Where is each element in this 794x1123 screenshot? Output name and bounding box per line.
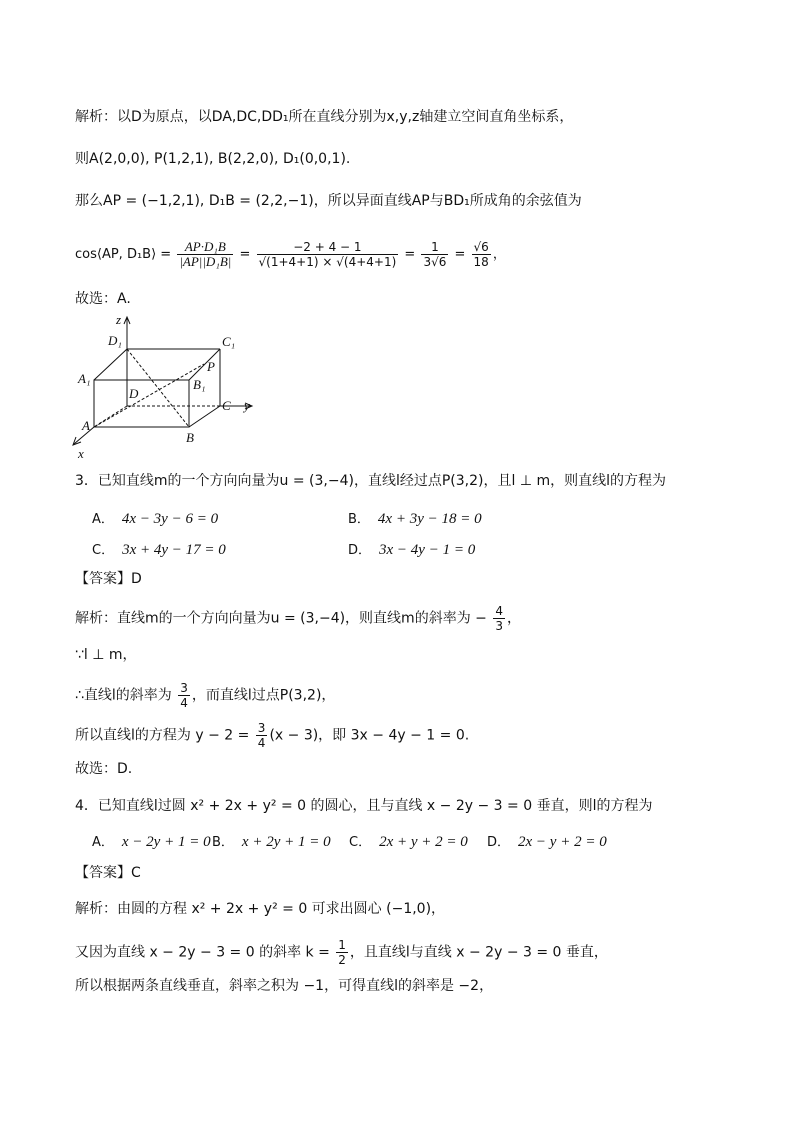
q3-choose: 故选：D. — [75, 761, 133, 777]
label-x: x — [78, 446, 84, 461]
q4-option-d: D． 2x − y + 2 = 0 — [487, 834, 607, 850]
q3-option-d: D． 3x − 4y − 1 = 0 — [348, 542, 476, 558]
q4-option-c: C． 2x + y + 2 = 0 — [349, 834, 468, 850]
q3-stem: 3．已知直线m的一个方向向量为u = (3,−4)，直线l经过点P(3,2)，且l ⊥ m，则直线l的方程为 — [75, 473, 666, 489]
q3-option-c: C． 3x + 4y − 17 = 0 — [92, 542, 226, 558]
label-C1: C₁ — [222, 334, 236, 349]
cos-frac-3: $\frac{1}{3√6}$ — [423, 240, 447, 269]
q4-option-a: A． x − 2y + 1 = 0 — [92, 834, 211, 850]
q4-exp2: 又因为直线 x − 2y − 3 = 0 的斜率 k = $\frac{1}{2}$ ，且直线l与直线 x − 2y − 3 = 0 垂直， — [75, 938, 608, 967]
cuboid-figure — [66, 312, 266, 462]
edge-A1D1 — [94, 349, 127, 380]
cos-frac-2: $\frac{-2 + 4 - 1}{√(1+4+1) \times √(4+4+1)}$ — [258, 240, 397, 269]
face-front — [94, 380, 189, 427]
q3-option-b: B． 4x + 3y − 18 = 0 — [348, 511, 482, 527]
label-A1: A₁ — [78, 371, 91, 386]
sol2-choose: 故选：A. — [75, 291, 131, 307]
edge-C1B1 — [189, 349, 220, 380]
q4-exp1: 解析：由圆的方程 x² + 2x + y² = 0 可求出圆心 (−1,0)， — [75, 901, 446, 917]
q3-exp4: 所以直线l的方程为 y − 2 = $\frac{3}{4}$ (x − 3)，即 3x − 4y − 1 = 0. — [75, 721, 470, 750]
sol2-line1: 解析：以D为原点，以DA,DC,DD₁所在直线分别为x,y,z轴建立空间直角坐标系， — [75, 109, 574, 125]
label-D1: D₁ — [108, 333, 122, 348]
q3-exp3: ∴直线l的斜率为 $\frac{3}{4}$ ，而直线l过点P(3,2)， — [75, 681, 336, 710]
label-P: P — [207, 359, 215, 374]
cosine-formula: cos⟨AP, D₁B⟩ = $\frac{\text{AP·D₁B}}{\text{|AP||D₁B|}}$ = $\frac{-2 + 4 - 1}{√(1+4+1) \times √(4+4+1)}$ = $\frac{1}{3√6}$ = $\frac{√6}{18}$ ， — [75, 239, 506, 269]
q4-option-b: B． x + 2y + 1 = 0 — [212, 834, 331, 850]
cos-frac-1: $\frac{\text{AP·D₁B}}{\text{|AP||D₁B|}}$ — [179, 239, 232, 269]
label-A: A — [82, 418, 90, 433]
q4-answer: 【答案】C — [75, 865, 141, 881]
q3-exp2: ∵l ⊥ m， — [75, 647, 137, 663]
label-D: D — [129, 386, 139, 401]
cos-frac-4: $\frac{√6}{18}$ — [473, 240, 489, 269]
cos-lhs: cos⟨AP, D₁B⟩ = — [75, 247, 172, 262]
label-B1: B₁ — [193, 377, 206, 392]
q4-stem: 4．已知直线l过圆 x² + 2x + y² = 0 的圆心，且与直线 x − 2y − 3 = 0 垂直，则l的方程为 — [75, 798, 653, 814]
label-C: C — [222, 398, 231, 413]
label-z: z — [116, 312, 122, 327]
q4-exp3: 所以根据两条直线垂直，斜率之积为 −1，可得直线l的斜率是 −2， — [75, 978, 494, 994]
q3-option-a: A． 4x − 3y − 6 = 0 — [92, 511, 219, 527]
q3-exp1: 解析：直线m的一个方向向量为u = (3,−4)，则直线m的斜率为 − $\frac{4}{3}$ ， — [75, 604, 521, 633]
sol2-line2: 则A(2,0,0), P(1,2,1), B(2,2,0), D₁(0,0,1). — [75, 151, 351, 167]
label-B: B — [186, 430, 194, 445]
edge-CB — [189, 406, 220, 427]
q3-answer: 【答案】D — [75, 571, 142, 587]
sol2-line3: 那么AP = (−1,2,1), D₁B = (2,2,−1)，所以异面直线AP与BD₁所成角的余弦值为 — [75, 193, 582, 209]
diag-AP — [94, 364, 204, 427]
label-y: y — [244, 398, 250, 413]
